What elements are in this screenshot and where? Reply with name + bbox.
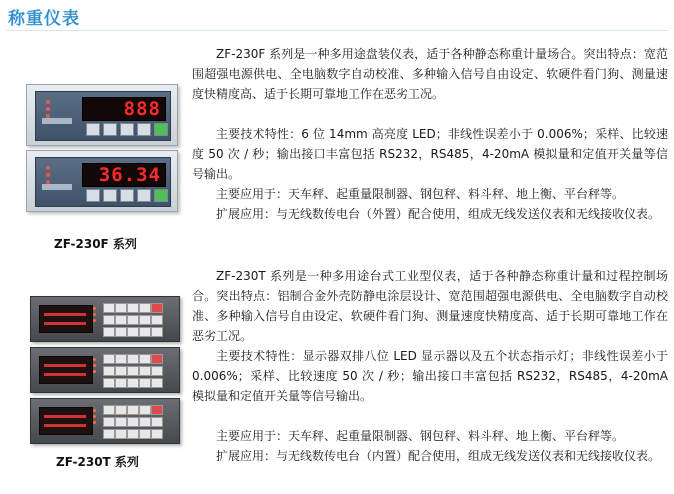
product-description: ZF-230T 系列是一种多用途台式工业型仪表，适于各种静态称重计量和过程控制场合。突出特点：铝制合金外壳防静电涂层设计、宽范围超强电源供电、全电脑数字自动校准、多种输入信号自由设定、软硬件看门狗、测量速度快精度高、适于长期可靠地工作在恶劣工况。 (192, 269, 668, 343)
tech-specs: 主要技术特性：6 位 14mm 高亮度 LED；非线性误差小于 0.006%；采样、比较速度 50 次 / 秒；输出接口丰富包括 RS232，RS485，4-20mA 模拟量和定值开关量等信号输出。 (192, 127, 668, 181)
instrument-unit (26, 84, 178, 146)
extended-applications: 扩展应用：与无线数传电台（内置）配合使用，组成无线发送仪表和无线接收仪表。 (216, 449, 661, 463)
led-display: 36.34 (98, 164, 161, 186)
product-caption: ZF-230T 系列 (56, 455, 139, 469)
instrument-unit (26, 150, 178, 212)
extended-applications: 扩展应用：与无线数传电台（外置）配合使用，组成无线发送仪表和无线接收仪表。 (216, 207, 661, 221)
instrument-unit (30, 296, 180, 342)
tech-specs: 主要技术特性：显示器双排八位 LED 显示器以及五个状态指示灯；非线性误差小于 0.006%；采样、比较速度 50 次 / 秒；输出接口丰富包括 RS232，RS485，4-20mA 模拟量和定值开关量等信号输出。 (192, 349, 668, 403)
applications: 主要应用于：天车秤、起重量限制器、钢包秤、料斗秤、地上衡、平台秤等。 (216, 429, 625, 443)
instrument-unit (30, 347, 180, 393)
product-caption: ZF-230F 系列 (54, 237, 137, 251)
applications: 主要应用于：天车秤、起重量限制器、钢包秤、料斗秤、地上衡、平台秤等。 (216, 187, 625, 201)
product-description: ZF-230F 系列是一种多用途盘装仪表，适于各种静态称重计量场合。突出特点：宽范围超强电源供电、全电脑数字自动校准、多种输入信号自由设定、软硬件看门狗、测量速度快精度高、适于长期可靠地工作在恶劣工况。 (192, 47, 668, 101)
instrument-unit (30, 398, 180, 444)
title-divider (6, 30, 668, 31)
page-title: 称重仪表 (8, 9, 80, 29)
led-display: 888 (123, 98, 161, 120)
zf-230f-device-image (26, 84, 178, 216)
zf-230t-device-image (30, 296, 180, 449)
